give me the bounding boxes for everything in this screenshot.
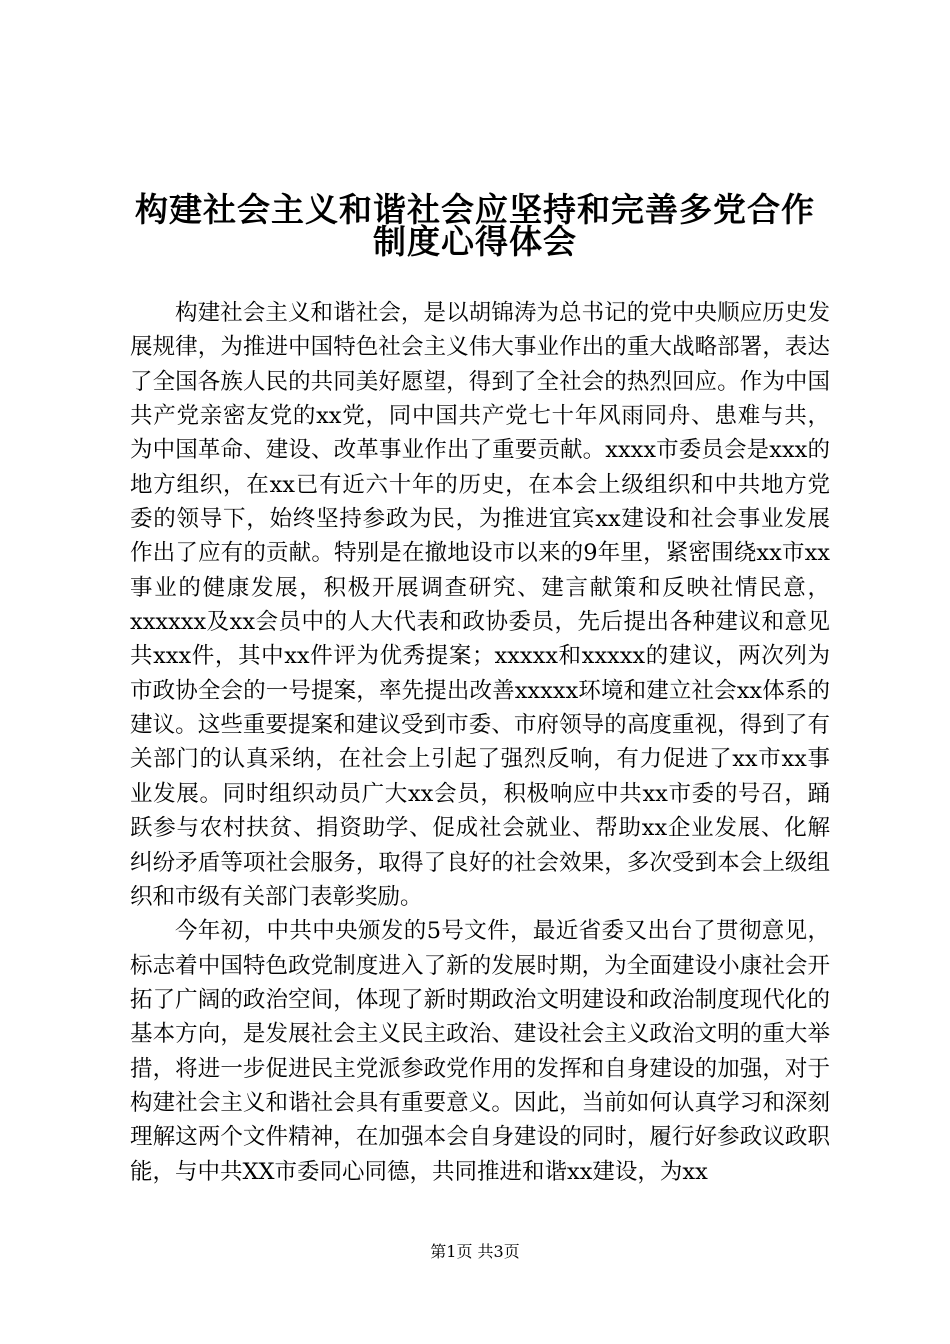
body-paragraph-1: 构建社会主义和谐社会，是以胡锦涛为总书记的党中央顺应历史发展规律，为推进中国特色社会主义伟大事业作出的重大战略部署，表达了全国各族人民的共同美好愿望，得到了全社会的热烈回应。作为中国共产党亲密友党的xx党，同中国共产党七十年风雨同舟、患难与共，为中国革命、建设、改革事业作出了重要贡献。xxxx市委员会是xxx的地方组织，在xx已有近六十年的历史，在本会上级组织和中共地方党委的领导下，始终坚持参政为民，为推进宜宾xx建设和社会事业发展作出了应有的贡献。特别是在撤地设市以来的9年里，紧密围绕xx市xx事业的健康发展，积极开展调查研究、建言献策和反映社情民意，xxxxxx及xx会员中的人大代表和政协委员，先后提出各种建议和意见共xxx件，其中xx件评为优秀提案；xxxxx和xxxxx的建议，两次列为市政协全会的一号提案，率先提出改善xxxxx环境和建立社会xx体系的建议。这些重要提案和建议受到市委、市府领导的高度重视，得到了有关部门的认真采纳，在社会上引起了强烈反响，有力促进了xx市xx事业发展。同时组织动员广大xx会员，积极响应中共xx市委的号召，踊跃参与农村扶贫、捐资助学、促成社会就业、帮助xx企业发展、化解纠纷矛盾等项社会服务，取得了良好的社会效果，多次受到本会上级组织和市级有关部门表彰奖励。 xyxy=(130,300,830,910)
document-title-line-2: 制度心得体会 xyxy=(373,222,577,261)
body-paragraph-2: 今年初，中共中央颁发的5号文件，最近省委又出台了贯彻意见，标志着中国特色政党制度进入了新的发展时期，为全面建设小康社会开拓了广阔的政治空间，体现了新时期政治文明建设和政治制度现代化的基本方向，是发展社会主义民主政治、建设社会主义政治文明的重大举措，将进一步促进民主党派参政党作用的发挥和自身建设的加强，对于构建社会主义和谐社会具有重要意义。因此，当前如何认真学习和深刻理解这两个文件精神，在加强本会自身建设的同时，履行好参政议政职能，与中共XX市委同心同德，共同推进和谐xx建设，为xx xyxy=(130,918,830,1185)
page-footer: 第1页 共3页 xyxy=(430,1242,520,1261)
document-body xyxy=(130,296,830,1189)
document-title-line-1: 构建社会主义和谐社会应坚持和完善多党合作 xyxy=(135,190,815,229)
